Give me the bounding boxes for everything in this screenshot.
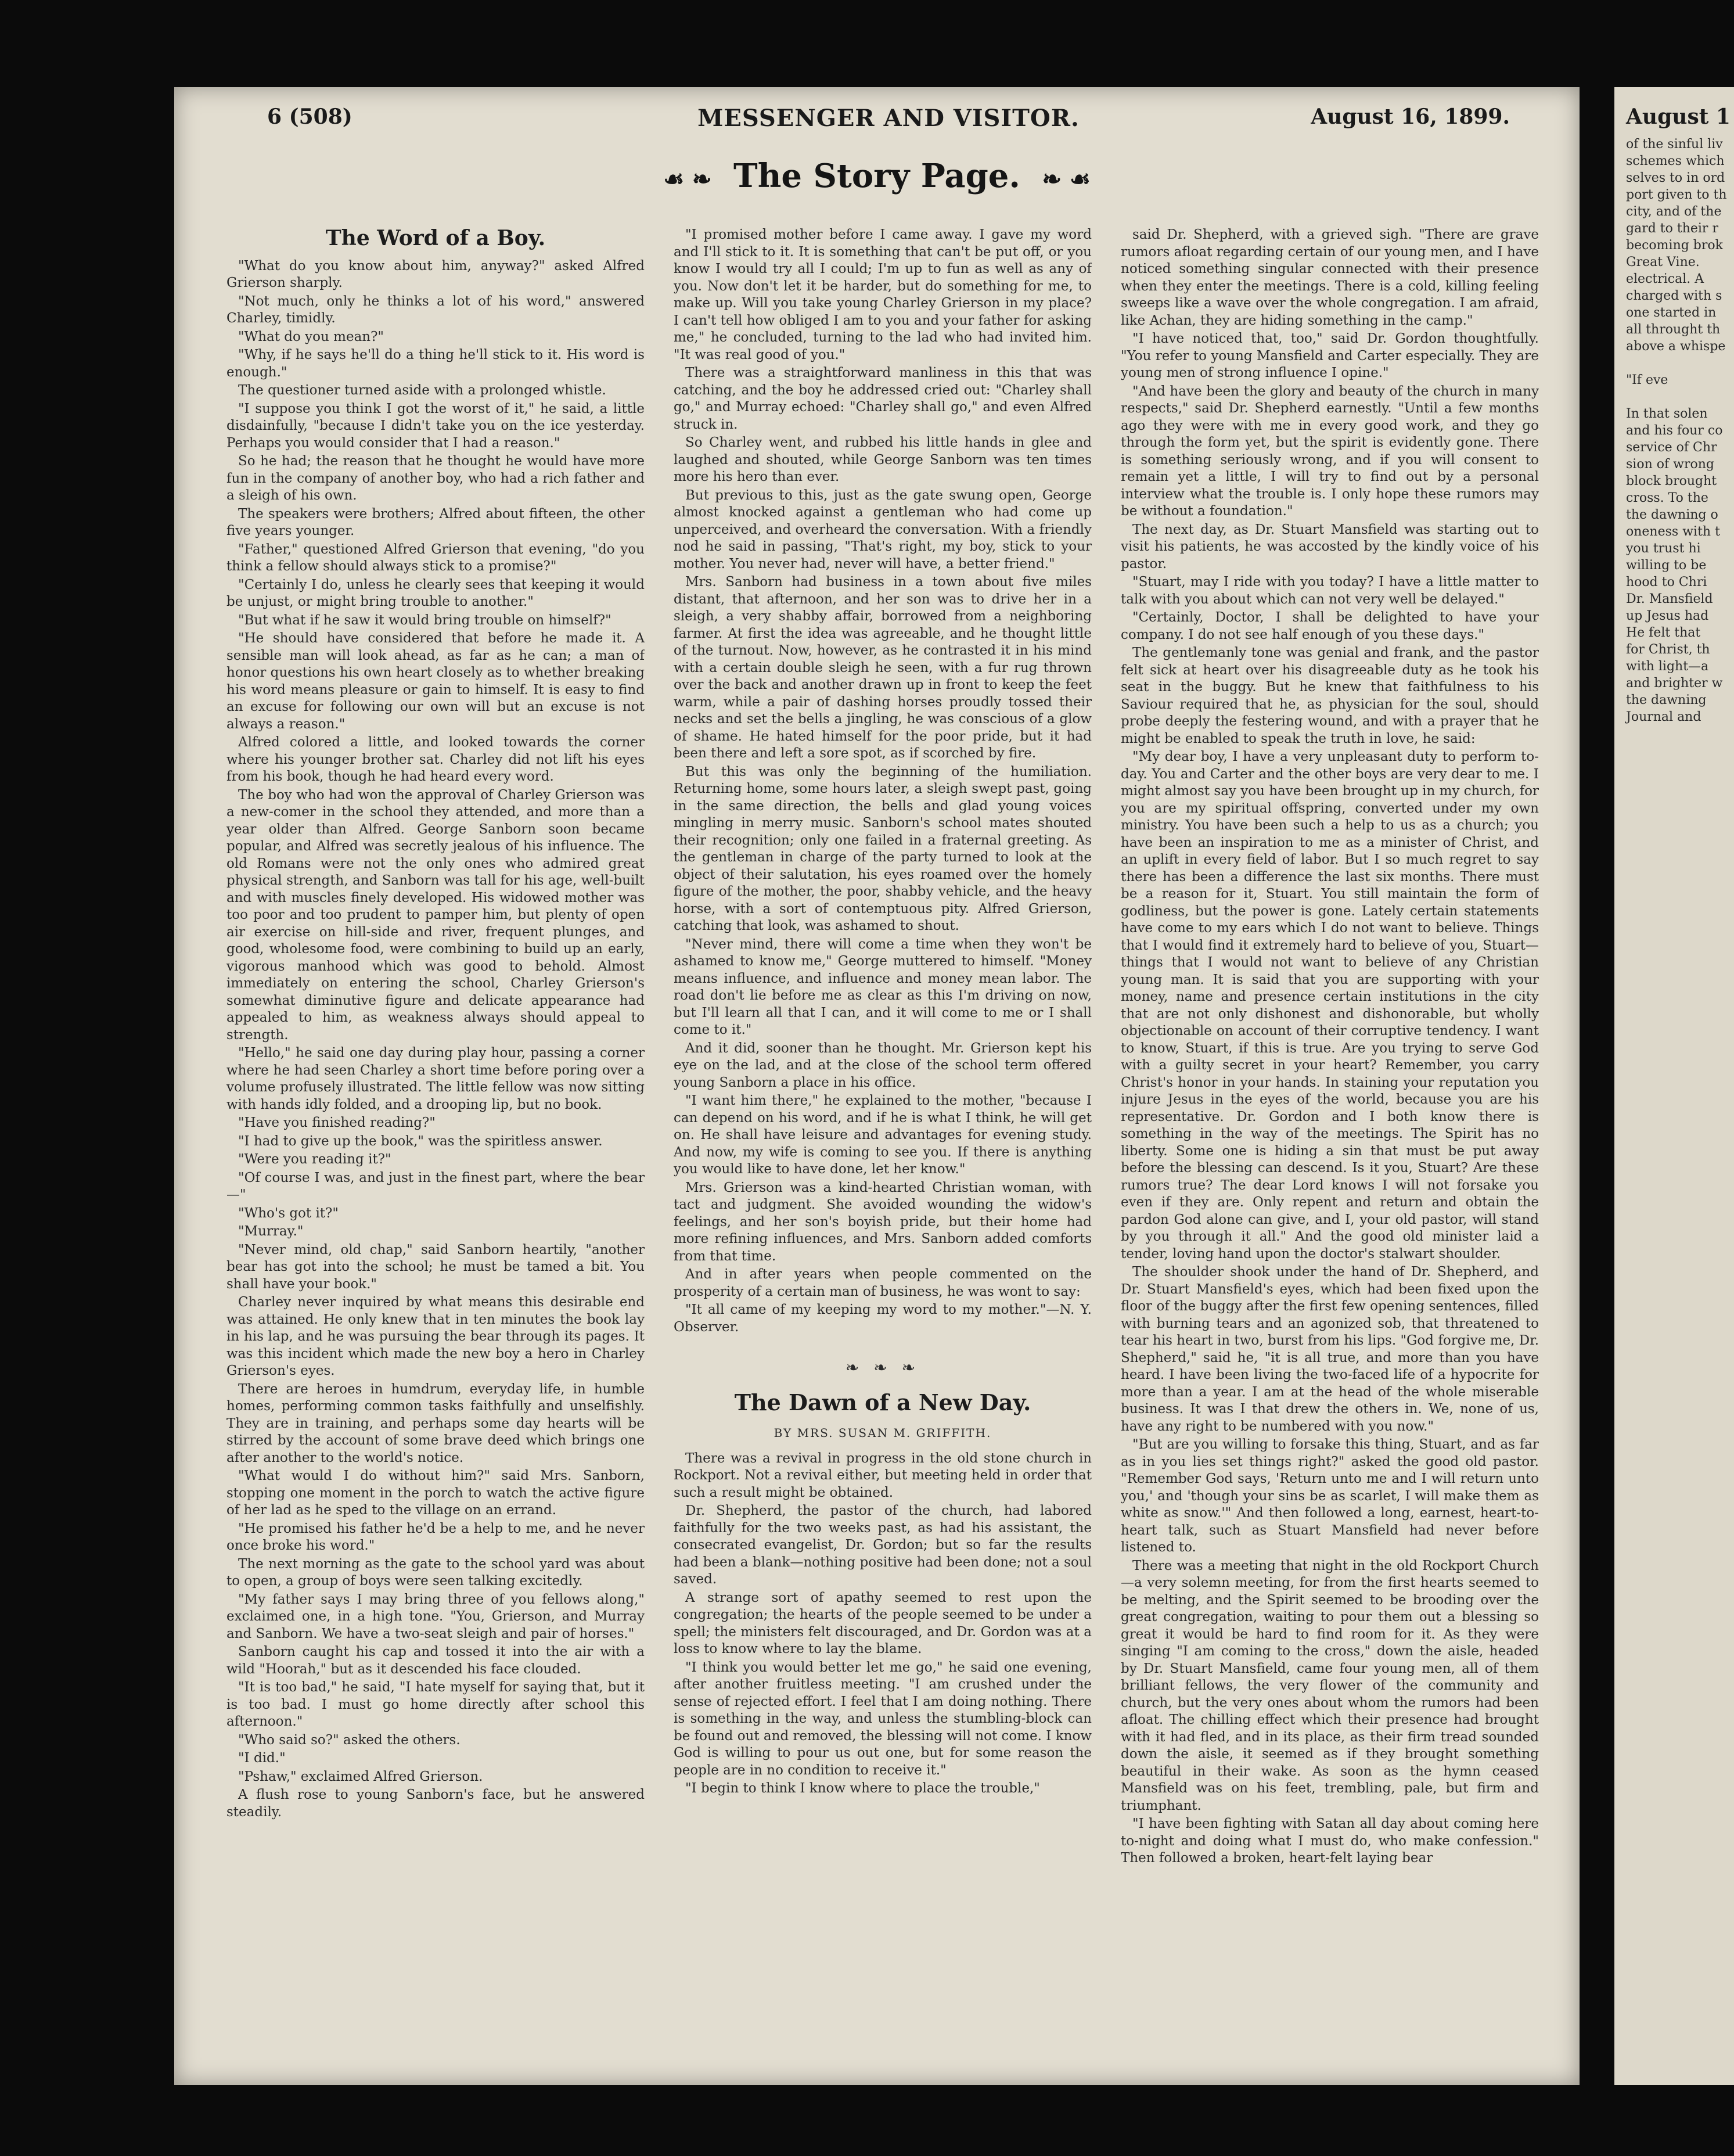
text-line: Journal and xyxy=(1626,710,1701,724)
column-3 xyxy=(1121,227,1539,2074)
paragraph: "It is too bad," he said, "I hate myself for saying that, but it is too bad. I must go home directly after school this afternoon." xyxy=(226,1680,645,1729)
paragraph: "Stuart, may I ride with you today? I have a little matter to talk with you about which can not very well be delayed." xyxy=(1121,574,1539,607)
text-line: charged with s xyxy=(1626,289,1722,303)
paragraph: "I did." xyxy=(238,1751,286,1766)
paragraph: The boy who had won the approval of Charley Grierson was a new-comer in the school they attended, and more than a year older than Alfred. George Sanborn soon became popular, and Alfred was secretly jealous of his influence. The old Romans were not the only ones who admired great physical strength, and Sanborn was tall for his age, well-built and with muscles finely developed. His widowed mother was too poor and too prudent to pamper him, but plenty of open air exercise on hill-side and river, frequent plunges, and good, wholesome food, were combining to build up an early, vigorous manhood which was good to behold. Almost immediately on entering the school, Charley Grierson's somewhat diminutive figure and delicate appearance had appealed to him, as weakness always should appeal to strength. xyxy=(226,787,645,1043)
text-line xyxy=(1626,389,1734,405)
paragraph: And in after years when people commented on the prosperity of a certain man of business, he was wont to say: xyxy=(674,1267,1092,1299)
paragraph: "I think you would better let me go," he said one evening, after another fruitless meeting. "I am crushed under the sense of rejected effort. I feel that I am doing nothing. There is something in the way, and unless the stumbling-block can be found out and removed, the blessing will not come. I know God is willing to pour us out one, but for some reason the people are in no condition to receive it." xyxy=(674,1659,1092,1778)
paragraph: "But are you willing to forsake this thing, Stuart, and as far as in you lies set things right?" asked the good old pastor. "Remember God says, 'Return unto me and I will return unto you,' and 'though your sins be as scarlet, I will make them as white as snow.'" And then followed a long, earnest, heart-to-heart talk, such as Stuart Mansfield had never before listened to. xyxy=(1121,1437,1539,1555)
text-line: schemes which xyxy=(1626,154,1725,168)
paragraph: "Have you finished reading?" xyxy=(238,1115,436,1130)
next-page-header: August 1 xyxy=(1626,105,1731,129)
paragraph: "I want him there," he explained to the mother, "because I can depend on his word, and if he is what I think, he will get on. He shall have leisure and advantages for evening study. And now, my wife is coming to see you. If there is anything you would like to have done, let her know." xyxy=(674,1093,1092,1177)
paper-title: MESSENGER AND VISITOR. xyxy=(697,105,1080,132)
article-body xyxy=(226,258,645,1821)
paragraph: There are heroes in humdrum, everyday life, in humble homes, performing common tasks faithfully and unselfishly. They are in training, and perhaps some day hearts will be stirred by the account of some brave deed which brings one after another to the world's notice. xyxy=(226,1381,645,1465)
paragraph: The questioner turned aside with a prolonged whistle. xyxy=(238,383,606,398)
paragraph: "My dear boy, I have a very unpleasant duty to perform to-day. You and Carter and the other boys are very dear to me. I might almost say you have been brought up in my church, for you are my spiritual offspring, converted under my own ministry. You have been such a help to us as a church; you have been an inspiration to me as a minister of Christ, and an uplift in every field of labor. But I so much regret to say there has been a difference the last six months. There must be a reason for it, Stuart. You still maintain the form of godliness, but the power is gone. Lately certain statements have come to my ears which I do not want to believe. Things that I would find it extremely hard to believe of you, Stuart—things that I would not want to believe of any Christian young man. It is said that you are supporting with your money, name and presence certain institutions in the city that are not only dishonest and dishonorable, but wholly objectionable on account of their corruptive tendency. I want to know, Stuart, if this is true. Are you trying to serve God with a guilty secret in your heart? Remember, you carry Christ's honor in your hands. In staining your reputation you injure Jesus in the eyes of the world, because you are his representative. Dr. Gordon and I both know there is something in the way of the meetings. The Spirit has no liberty. Some one is hiding a sin that must be put away before the blessing can descend. Is it you, Stuart? Are these rumors true? The dear Lord knows I will not forsake you even if they are. Only repent and return and obtain the pardon God alone can give, and I, your old pastor, will stand by you through it all." And the good old minister laid a tender, loving hand upon the doctor's stalwart shoulder. xyxy=(1121,749,1539,1262)
next-page-text xyxy=(1614,136,1734,725)
story-body-continued xyxy=(1121,227,1539,1867)
text-line: cross. To the xyxy=(1626,491,1708,505)
newspaper-page xyxy=(174,87,1580,2085)
text-line: and brighter w xyxy=(1626,676,1723,691)
section-divider-icon: ❧ ❧ ❧ xyxy=(845,1358,920,1377)
next-page-edge xyxy=(1614,87,1734,2085)
text-line: with light—a xyxy=(1626,659,1709,674)
paragraph: "Of course I was, and just in the finest part, where the bear—" xyxy=(226,1170,645,1202)
text-line xyxy=(1626,355,1734,372)
text-line: becoming brok xyxy=(1626,238,1723,253)
paragraph: "It all came of my keeping my word to my mother."—N. Y. Observer. xyxy=(674,1302,1092,1335)
column-1 xyxy=(226,227,645,2074)
article-title: The Word of a Boy. xyxy=(325,227,546,250)
text-line: you trust hi xyxy=(1626,541,1701,556)
paragraph: The speakers were brothers; Alfred about fifteen, the other five years younger. xyxy=(226,506,645,538)
story-title: The Dawn of a New Day. xyxy=(734,1389,1031,1415)
paragraph: "Certainly I do, unless he clearly sees that keeping it would be unjust, or might bring trouble to another." xyxy=(226,577,645,609)
text-line: In that solen xyxy=(1626,407,1708,421)
paragraph: But this was only the beginning of the humiliation. Returning home, some hours later, a sleigh swept past, going in the same direction, the bells and glad young voices mingling in merry music. Sanborn's school mates shouted their recognition; only one failed in a fraternal greeting. As the gentleman in charge of the party turned to look at the object of their salutation, his eyes roamed over the homely figure of the mother, the poor, shabby vehicle, and the heavy horse, with a sort of contemptuous pity. Alfred Grierson, catching that look, was ashamed to shout. xyxy=(674,764,1092,933)
text-line: port given to th xyxy=(1626,188,1727,202)
paragraph: "What do you mean?" xyxy=(238,329,384,344)
text-line: sion of wrong xyxy=(1626,457,1714,472)
paragraph: "Hello," he said one day during play hour, passing a corner where he had seen Charley a short time before poring over a volume profusely illustrated. The little fellow was now sitting with hands idly folded, and a drooping lip, but no book. xyxy=(226,1045,645,1112)
paragraph: So he had; the reason that he thought he would have more fun in the company of another boy, who had a rich father and a sleigh of his own. xyxy=(226,454,645,503)
text-line: service of Chr xyxy=(1626,440,1717,455)
issue-date: August 16, 1899. xyxy=(1311,105,1510,129)
text-line: "If eve xyxy=(1626,373,1668,387)
paragraph: The next morning as the gate to the school yard was about to open, a group of boys were seen talking excitedly. xyxy=(226,1556,645,1589)
paragraph: "Father," questioned Alfred Grierson that evening, "do you think a fellow should always stick to a promise?" xyxy=(226,541,645,574)
paragraph: There was a revival in progress in the old stone church in Rockport. Not a revival either, but meeting held in order that such a result might be obtained. xyxy=(674,1450,1092,1500)
section-header xyxy=(174,157,1580,195)
text-line: city, and of the xyxy=(1626,204,1722,219)
paragraph: And it did, sooner than he thought. Mr. Grierson kept his eye on the lad, and at the close of the school term offered young Sanborn a place in his office. xyxy=(674,1040,1092,1090)
paragraph: Mrs. Sanborn had business in a town about five miles distant, that afternoon, and her son was to drive her in a sleigh, a very shabby affair, borrowed from a neighboring farmer. At first the idea was agreeable, and he thought little of the turnout. Now, however, as he contrasted it in his mind with a certain double sleigh he seen, with a fur rug thrown over the back and another drawn up in front to keep the feet warm, while a pair of dashing horses proudly tossed their necks and set the bells a jingling, he was conscious of a glow of shame. He hated himself for the poor pride, but it had been there and left a sore spot, as if scorched by fire. xyxy=(674,574,1092,761)
text-line: for Christ, th xyxy=(1626,642,1710,657)
text-line: Dr. Mansfield xyxy=(1626,592,1713,606)
paragraph: "He should have considered that before he made it. A sensible man will look ahead, as far as he can; a man of honor questions his own heart closely as to whether breaking his word means pleasure or gain to himself. It is easy to find an excuse for following our own will but an excuse is not always a reason." xyxy=(226,631,645,732)
paragraph: A flush rose to young Sanborn's face, but he answered steadily. xyxy=(226,1787,645,1820)
paragraph: "Who's got it?" xyxy=(238,1205,339,1221)
paragraph: There was a straightforward manliness in this that was catching, and the boy he addressed cried out: "Charley shall go," and Murray echoed: "Charley shall go," and even Alfred struck in. xyxy=(674,365,1092,432)
text-line: gard to their r xyxy=(1626,221,1718,236)
paragraph: "I had to give up the book," was the spiritless answer. xyxy=(238,1133,603,1149)
text-line: of the sinful liv xyxy=(1626,137,1723,152)
text-line: above a whispe xyxy=(1626,339,1726,354)
paragraph: Mrs. Grierson was a kind-hearted Christian woman, with tact and judgment. She avoided wounding the widow's feelings, and her son's boyish pride, but their home had more refining influences, and Mrs. Sanborn added comforts from that time. xyxy=(674,1180,1092,1264)
masthead xyxy=(267,105,1510,139)
paragraph: The gentlemanly tone was genial and frank, and the pastor felt sick at heart over his disagreeable duty as he took his seat in the buggy. But he knew that faithfulness to his Saviour required that he, as physician for the soul, should probe deeply the festering wound, and with a prayer that he might be enabled to speak the truth in love, he said: xyxy=(1121,645,1539,746)
paragraph: "What would I do without him?" said Mrs. Sanborn, stopping one moment in the porch to watch the active figure of her lad as he sped to the village on an errand. xyxy=(226,1468,645,1518)
text-line: willing to be xyxy=(1626,558,1707,573)
text-line: and his four co xyxy=(1626,423,1723,438)
column-2 xyxy=(674,227,1092,2074)
page-number: 6 (508) xyxy=(267,105,352,129)
paragraph: "But what if he saw it would bring trouble on himself?" xyxy=(238,612,611,628)
paragraph: A strange sort of apathy seemed to rest upon the congregation; the hearts of the people seemed to be under a spell; the ministers felt discouraged, and Dr. Gordon was at a loss to know where to lay the blame. xyxy=(674,1590,1092,1656)
text-line: the dawning o xyxy=(1626,508,1718,522)
text-line: block brought xyxy=(1626,474,1717,488)
story-body xyxy=(674,1450,1092,1798)
paragraph: Dr. Shepherd, the pastor of the church, had labored faithfully for the two weeks past, as had his assistant, the consecrated evangelist, Dr. Gordon; but so far the results had been a blank—nothing positive had been done; not a soul saved. xyxy=(674,1503,1092,1587)
paragraph: "I have been fighting with Satan all day about coming here to-night and doing what I must do, who make confession." Then followed a broken, heart-felt laying bear xyxy=(1121,1816,1539,1866)
text-line: selves to in ord xyxy=(1626,171,1725,185)
paragraph: The next day, as Dr. Stuart Mansfield was starting out to visit his patients, he was accosted by the kindly voice of his pastor. xyxy=(1121,522,1539,572)
paragraph: "My father says I may bring three of you fellows along," exclaimed one, in a high tone. "You, Grierson, and Murray and Sanborn. We have a two-seat sleigh and pair of horses." xyxy=(226,1591,645,1641)
paragraph: "And have been the glory and beauty of the church in many respects," said Dr. Shepherd earnestly. "Until a few months ago they were with me in every good work, and they go through the form yet, but the spirit is evidently gone. There is something seriously wrong, and if you will consent to remain yet a little, I will try to find out by a personal interview what the trouble is. I only hope these rumors may be without a foundation." xyxy=(1121,383,1539,519)
paragraph: said Dr. Shepherd, with a grieved sigh. "There are grave rumors afloat regarding certain of our young men, and I have noticed something singular connected with their presence when they enter the meetings. There is a cold, killing feeling sweeps like a wave over the whole congregation. I am afraid, like Achan, they are hiding something in the camp." xyxy=(1121,227,1539,328)
paragraph: "I suppose you think I got the worst of it," he said, a little disdainfully, "because I didn't take you on the ice yesterday. Perhaps you would consider that I had a reason." xyxy=(226,401,645,451)
text-line: electrical. A xyxy=(1626,272,1704,286)
paragraph: "Murray." xyxy=(238,1224,304,1239)
paragraph: "Who said so?" asked the others. xyxy=(238,1732,461,1748)
paragraph: But previous to this, just as the gate swung open, George almost knocked against a gentleman who had come up unperceived, and overheard the conversation. With a friendly nod he said in passing, "That's right, my boy, stick to your mother. You never had, never will have, a better friend." xyxy=(674,487,1092,572)
paragraph: So Charley went, and rubbed his little hands in glee and laughed and shouted, while George Sanborn was ten times more his hero than ever. xyxy=(674,435,1092,484)
text-line: hood to Chri xyxy=(1626,575,1707,590)
paragraph: Charley never inquired by what means this desirable end was attained. He only knew that in ten minutes the book lay in his lap, and he was pursuing the bear through its pages. It was this incident which made the new boy a hero in Charley Grierson's eyes. xyxy=(226,1295,645,1378)
text-line: Great Vine. xyxy=(1626,255,1700,270)
paragraph: Alfred colored a little, and looked towards the corner where his younger brother sat. Charley did not lift his eyes from his book, though he had heard every word. xyxy=(226,735,645,784)
text-line: oneness with t xyxy=(1626,524,1720,539)
paragraph: Sanborn caught his cap and tossed it into the air with a wild "Hoorah," but as it descended his face clouded. xyxy=(226,1644,645,1677)
paragraph: "Not much, only he thinks a lot of his word," answered Charley, timidly. xyxy=(226,293,645,326)
text-line: He felt that xyxy=(1626,626,1701,640)
paragraph: There was a meeting that night in the old Rockport Church—a very solemn meeting, for from the first hearts seemed to be melting, and the Spirit seemed to be brooding over the great congregation, waiting to pour them out a blessing so great it would be hard to find room for it. As they were singing "I am coming to the cross," down the aisle, headed by Dr. Stuart Mansfield, came four young men, all of them brilliant fellows, the very flower of the community and church, but the very ones about whom the rumors had been afloat. The chilling effect which their presence had brought with it had fled, and in its place, as their firm tread sounded down the aisle, it seemed as if they brought something beautiful in their wake. As soon as the hymn ceased Mansfield was on his feet, trembling, pale, but firm and triumphant. xyxy=(1121,1558,1539,1813)
ornament-left-icon: ☙ ❧ xyxy=(663,166,712,193)
text-line: all throught th xyxy=(1626,322,1721,337)
paragraph: "I promised mother before I came away. I gave my word and I'll stick to it. It is something that can't be put off, or you know I would try all I could; I'm up to fun as well as any of you. Now don't let it be harder, but do something for me, to make up. Will you take young Charley Grierson in my place? I can't tell how obliged I am to you and your father for asking me," he concluded, turning to the lad who had invited him. "It was real good of you." xyxy=(674,227,1092,362)
paragraph: "Why, if he says he'll do a thing he'll stick to it. His word is enough." xyxy=(226,347,645,380)
paragraph: "He promised his father he'd be a help to me, and he never once broke his word." xyxy=(226,1521,645,1553)
paragraph: "Never mind, old chap," said Sanborn heartily, "another bear has got into the school; he must be tamed a bit. You shall have your book." xyxy=(226,1242,645,1292)
paragraph: "Pshaw," exclaimed Alfred Grierson. xyxy=(238,1769,483,1784)
paragraph: "Never mind, there will come a time when they won't be ashamed to know me," George muttered to himself. "Money means influence, and influence and money mean labor. The road don't lie before me as clear as this I'm driving on now, but I'll learn all that I can, and it will come to me or I shall come to it." xyxy=(674,936,1092,1037)
text-line: one started in xyxy=(1626,306,1717,320)
paragraph: "I begin to think I know where to place the trouble," xyxy=(685,1781,1040,1796)
ornament-right-icon: ❧ ☙ xyxy=(1042,166,1091,193)
paragraph: "Certainly, Doctor, I shall be delighted to have your company. I do not see half enough of you these days." xyxy=(1121,610,1539,642)
section-title: The Story Page. xyxy=(733,157,1020,195)
article-body-continued xyxy=(674,227,1092,1336)
byline: BY MRS. SUSAN M. GRIFFITH. xyxy=(774,1426,992,1440)
paragraph: "Were you reading it?" xyxy=(238,1152,391,1167)
paragraph: "What do you know about him, anyway?" asked Alfred Grierson sharply. xyxy=(226,258,645,290)
paragraph: The shoulder shook under the hand of Dr. Shepherd, and Dr. Stuart Mansfield's eyes, which had been fixed upon the floor of the buggy after the first few opening sentences, filled with burning tears and an agonized sob, that threatened to tear his heart in two, burst from his lips. "God forgive me, Dr. Shepherd," said he, "it is all true, and more than you have heard. I have been living the two-faced life of a hypocrite for more than a year. I am at the head of the whole miserable business. It was I that drew the others in. We, none of us, have any right to be numbered with you now." xyxy=(1121,1264,1539,1434)
paragraph: "I have noticed that, too," said Dr. Gordon thoughtfully. "You refer to young Mansfield and Carter especially. They are young men of strong influence I opine." xyxy=(1121,331,1539,380)
text-line: up Jesus had xyxy=(1626,609,1709,623)
text-line: the dawning xyxy=(1626,693,1707,707)
